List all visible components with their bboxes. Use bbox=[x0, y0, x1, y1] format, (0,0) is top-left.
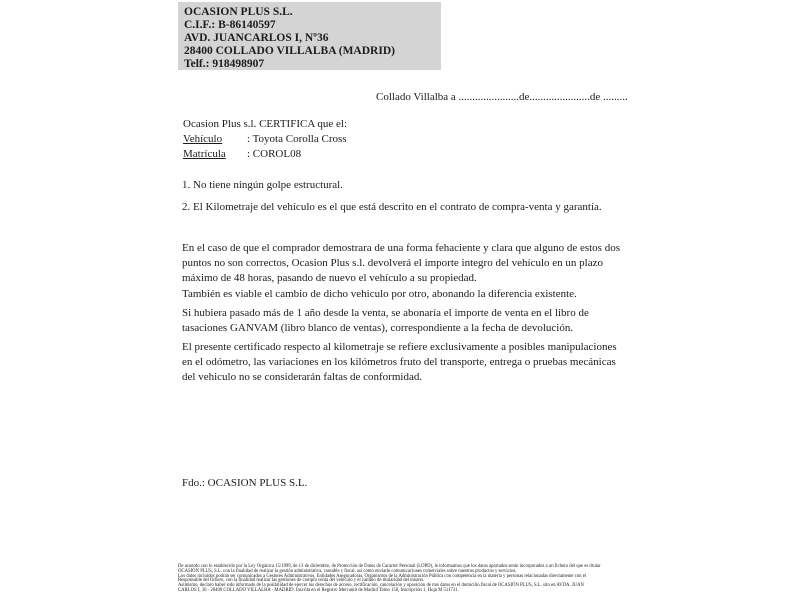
statement-2: 2. El Kilometraje del vehículo es el que está descrito en el contrato de compra-venta y garantía. bbox=[182, 201, 602, 213]
certify-intro: Ocasion Plus s.l. CERTIFICA que el: bbox=[183, 118, 348, 130]
certify-block bbox=[183, 117, 347, 162]
date-line: Collado Villalba a ......................de......................de ......... bbox=[376, 91, 628, 103]
legal-line: OCASIÓN PLUS, S.L. con la finalidad de realizar la gestión administrativa, contable y fiscal, así como enviarle comunicaciones comerciales sobre nuestros productos y servicios. bbox=[178, 567, 517, 573]
legal-line: Responsable del fichero, con la finalidad realizar las gestiones de compra venta del vehículo y el cambio de titularidad del mismo. bbox=[178, 576, 425, 583]
vehicle-label: Vehículo bbox=[183, 133, 223, 145]
plate-label: Matrícula bbox=[183, 148, 226, 160]
company-address: AVD. JUANCARLOS I, Nº36 bbox=[184, 32, 329, 44]
legal-line: CARLOS I, 36 - 28400 COLLADO VILLALBA - MADRID. Inscrita en el Registro Mercantil de Madrid Tomo 150, Inscripción 1, Hoja M 511731. bbox=[178, 586, 459, 593]
paragraph-ganvam: Si hubiera pasado más de 1 año desde la venta, se abonaría el importe de venta en el libro de tasaciones GANVAM (libro blanco de ventas), correspondiente a la fecha de devolución. bbox=[182, 307, 589, 334]
company-city: 28400 COLLADO VILLALBA (MADRID) bbox=[184, 45, 395, 57]
company-header bbox=[178, 2, 441, 70]
paragraph-refund: En el caso de que el comprador demostrara de una forma fehaciente y clara que alguno de estos dos puntos no son correctos, Ocasion Plus s.l. devolverá el importe integro del vehículo en un plazo máximo de 48 horas, pasando de nuevo el vehículo a su propiedad. bbox=[182, 242, 620, 284]
company-cif: C.I.F.: B-86140597 bbox=[184, 19, 276, 31]
paragraph-kilometraje: El presente certificado respecto al kilometraje se refiere exclusivamente a posibles manipulaciones en el odómetro, las variaciones en los kilómetros fruto del transporte, entrega o pruebas mecánicas del vehiculo no se considerarán faltas de conformidad. bbox=[182, 341, 617, 383]
legal-line: De acuerdo con lo establecido por la Ley Orgánica 15/1999, de 13 de diciembre, de Protección de Datos de Carácter Personal (LOPD), le informamos que los datos aportados serán incorporados a un fichero del que es titular bbox=[178, 562, 601, 568]
legal-line: Asimismo, declaro haber sido informado de la posibilidad de ejercer los derechos de acceso, rectificación, cancelación y oposición de mis datos en el domicilio fiscal de OCASIÓN PLUS, S.L. sito en AVDA. JUAN bbox=[178, 581, 584, 588]
plate-row bbox=[183, 147, 347, 162]
statement-1: 1. No tiene ningún golpe estructural. bbox=[182, 179, 343, 191]
legal-line: Los datos incluidos podrán ser comunicados a Gestores Administrativos, Entidades Aseguradoras, Organismos de la Administración Pública con competencia en la materia y personas relacionadas directamente con el bbox=[178, 572, 587, 578]
plate-value: : COROL08 bbox=[247, 148, 302, 160]
company-phone: Telf.: 918498907 bbox=[184, 58, 265, 70]
vehicle-row bbox=[183, 132, 347, 147]
legal-footer bbox=[178, 563, 618, 592]
vehicle-value: : Toyota Corolla Cross bbox=[247, 133, 347, 145]
paragraph-exchange: También es viable el cambio de dicho vehiculo por otro, abonando la diferencia existente. bbox=[182, 288, 577, 300]
signature-line: Fdo.: OCASION PLUS S.L. bbox=[182, 477, 308, 489]
company-name: OCASION PLUS S.L. bbox=[184, 6, 293, 18]
